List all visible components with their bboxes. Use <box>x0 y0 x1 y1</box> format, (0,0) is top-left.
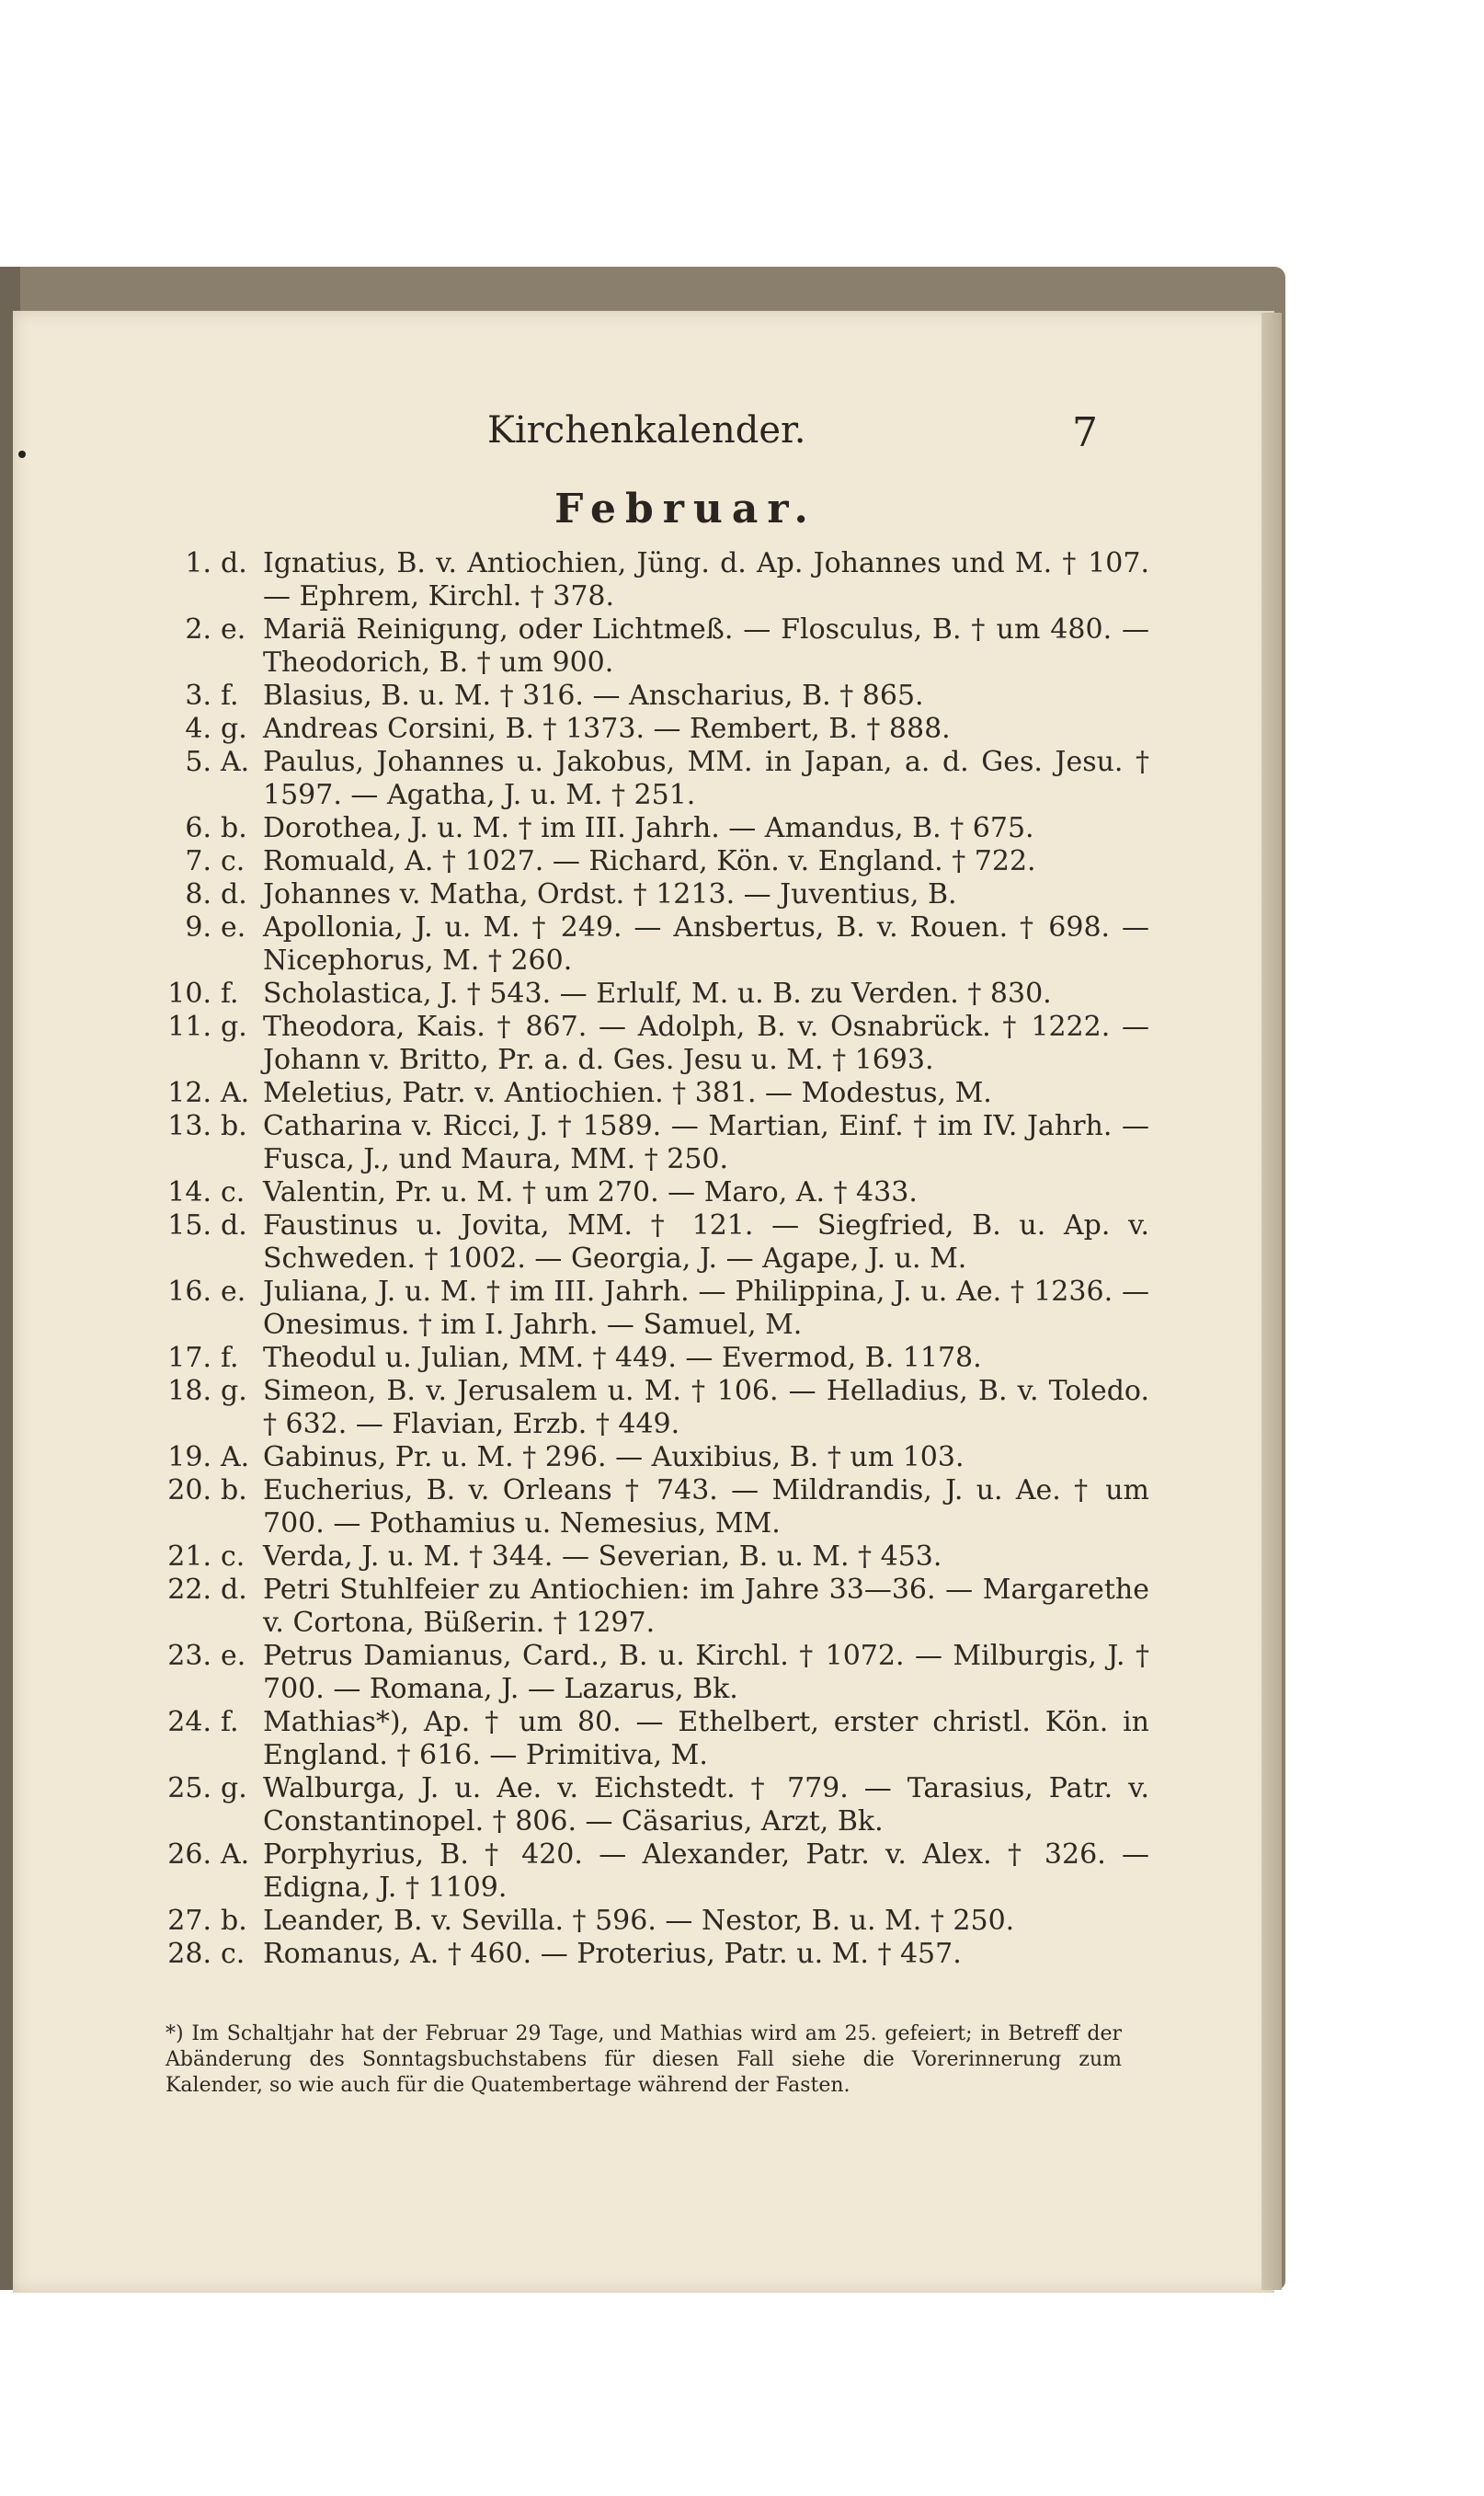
entry-day-number: 1. <box>185 547 211 579</box>
entry-sunday-letter: e. <box>221 1640 246 1672</box>
entry-sunday-letter: c. <box>221 1938 245 1970</box>
entry-sunday-letter: g. <box>221 1375 247 1407</box>
entry-text: Petri Stuhlfeier zu Antiochien: im Jahre 33—36. — Margarethe v. Cortona, Büßerin. † 1297. <box>263 1574 1149 1639</box>
calendar-entry <box>166 1474 1149 1540</box>
entry-text: Romuald, A. † 1027. — Richard, Kön. v. England. † 722. <box>263 845 1036 877</box>
entry-sunday-letter: b. <box>221 812 247 844</box>
calendar-entry <box>166 911 1149 978</box>
calendar-entry <box>166 547 1149 613</box>
entry-day-number: 24. <box>167 1706 211 1738</box>
entry-text: Valentin, Pr. u. M. † um 270. — Maro, A. † 433. <box>263 1176 918 1208</box>
page-header <box>432 409 1113 464</box>
entry-sunday-letter: e. <box>221 1276 246 1308</box>
entry-day-number: 10. <box>167 978 211 1010</box>
entry-sunday-letter: g. <box>221 713 247 745</box>
entry-sunday-letter: f. <box>221 1706 239 1738</box>
entry-sunday-letter: e. <box>221 613 246 646</box>
calendar-entry <box>166 1772 1149 1838</box>
entry-text: Mariä Reinigung, oder Lichtmeß. — Flosculus, B. † um 480. — Theodorich, B. † um 900. <box>263 613 1149 679</box>
entry-text: Eucherius, B. v. Orleans † 743. — Mildrandis, J. u. Ae. † um 700. — Pothamius u. Nemesius, MM. <box>263 1474 1149 1540</box>
calendar-entry <box>166 1209 1149 1276</box>
entry-text: Theodul u. Julian, MM. † 449. — Evermod, B. 1178. <box>263 1342 982 1374</box>
entry-text: Catharina v. Ricci, J. † 1589. — Martian, Einf. † im IV. Jahrh. — Fusca, J., und Maura, MM. † 250. <box>263 1110 1149 1175</box>
calendar-entry <box>166 746 1149 812</box>
entry-sunday-letter: c. <box>221 1540 245 1573</box>
calendar-entries <box>166 547 1149 1971</box>
calendar-entry <box>166 1011 1149 1077</box>
entry-text: Blasius, B. u. M. † 316. — Anscharius, B. † 865. <box>263 680 924 712</box>
entry-text: Romanus, A. † 460. — Proterius, Patr. u. M. † 457. <box>263 1938 962 1970</box>
entry-text: Theodora, Kais. † 867. — Adolph, B. v. Osnabrück. † 1222. — Johann v. Britto, Pr. a. d. Ges. Jesu u. M. † 1693. <box>263 1011 1149 1076</box>
entry-day-number: 17. <box>167 1342 211 1374</box>
calendar-entry <box>166 812 1149 845</box>
entry-sunday-letter: b. <box>221 1110 247 1142</box>
entry-sunday-letter: b. <box>221 1905 247 1937</box>
entry-text: Porphyrius, B. † 420. — Alexander, Patr. v. Alex. † 326. — Edigna, J. † 1109. <box>263 1838 1149 1904</box>
entry-text: Verda, J. u. M. † 344. — Severian, B. u. M. † 453. <box>263 1540 942 1573</box>
entry-day-number: 9. <box>185 911 211 944</box>
month-heading: Februar. <box>554 486 817 532</box>
entry-day-number: 20. <box>167 1474 211 1506</box>
entry-day-number: 14. <box>167 1176 211 1208</box>
entry-day-number: 27. <box>167 1905 211 1937</box>
calendar-entry <box>166 1838 1149 1905</box>
entry-day-number: 5. <box>185 746 211 778</box>
entry-sunday-letter: c. <box>221 845 245 877</box>
entry-day-number: 11. <box>167 1011 211 1043</box>
entry-text: Scholastica, J. † 543. — Erlulf, M. u. B. zu Verden. † 830. <box>263 978 1052 1010</box>
entry-day-number: 16. <box>167 1276 211 1308</box>
entry-sunday-letter: c. <box>221 1176 245 1208</box>
entry-day-number: 7. <box>185 845 211 877</box>
entry-text: Faustinus u. Jovita, MM. † 121. — Siegfried, B. u. Ap. v. Schweden. † 1002. — Georgia, J. — Agape, J. u. M. <box>263 1209 1149 1275</box>
calendar-entry <box>166 1342 1149 1375</box>
calendar-entry <box>166 1110 1149 1176</box>
calendar-entry <box>166 713 1149 746</box>
entry-text: Petrus Damianus, Card., B. u. Kirchl. † 1072. — Milburgis, J. † 700. — Romana, J. — Lazarus, Bk. <box>263 1640 1149 1705</box>
entry-text: Apollonia, J. u. M. † 249. — Ansbertus, B. v. Rouen. † 698. — Nicephorus, M. † 260. <box>263 911 1149 977</box>
entry-day-number: 26. <box>167 1838 211 1871</box>
entry-day-number: 25. <box>167 1772 211 1804</box>
entry-day-number: 23. <box>167 1640 211 1672</box>
calendar-entry <box>166 1441 1149 1474</box>
entry-sunday-letter: g. <box>221 1011 247 1043</box>
running-title: Kirchenkalender. <box>487 409 806 452</box>
entry-sunday-letter: A. <box>221 746 250 778</box>
calendar-entry <box>166 1574 1149 1640</box>
entry-day-number: 19. <box>167 1441 211 1473</box>
entry-sunday-letter: A. <box>221 1838 250 1871</box>
calendar-entry <box>166 978 1149 1011</box>
footnote: *) Im Schaltjahr hat der Februar 29 Tage, und Mathias wird am 25. gefeiert; in Betreff der Abänderung des Sonntagsbuchstabens für diesen Fall siehe die Vorerinnerung zum Kalender, so wie auch für die Quatembertage während der Fasten. <box>166 2022 1122 2097</box>
entry-sunday-letter: g. <box>221 1772 247 1804</box>
calendar-entry <box>166 680 1149 713</box>
entry-text: Dorothea, J. u. M. † im III. Jahrh. — Amandus, B. † 675. <box>263 812 1034 844</box>
calendar-entry <box>166 1176 1149 1209</box>
entry-sunday-letter: d. <box>221 1209 247 1242</box>
entry-day-number: 28. <box>167 1938 211 1970</box>
entry-text: Paulus, Johannes u. Jakobus, MM. in Japan, a. d. Ges. Jesu. † 1597. — Agatha, J. u. M. † 251. <box>263 746 1149 811</box>
entry-sunday-letter: A. <box>221 1077 250 1109</box>
entry-text: Andreas Corsini, B. † 1373. — Rembert, B. † 888. <box>263 713 951 745</box>
margin-mark <box>18 451 26 458</box>
entry-sunday-letter: f. <box>221 978 239 1010</box>
calendar-entry <box>166 1375 1149 1441</box>
entry-text: Johannes v. Matha, Ordst. † 1213. — Juventius, B. <box>263 878 957 910</box>
calendar-entry <box>166 1077 1149 1110</box>
entry-text: Simeon, B. v. Jerusalem u. M. † 106. — Helladius, B. v. Toledo. † 632. — Flavian, Erzb. † 449. <box>263 1375 1149 1440</box>
calendar-entry <box>166 1276 1149 1342</box>
entry-day-number: 21. <box>167 1540 211 1573</box>
calendar-entry <box>166 1640 1149 1706</box>
entry-day-number: 13. <box>167 1110 211 1142</box>
entry-sunday-letter: d. <box>221 547 247 579</box>
entry-day-number: 12. <box>167 1077 211 1109</box>
entry-text: Meletius, Patr. v. Antiochien. † 381. — Modestus, M. <box>263 1077 992 1109</box>
calendar-entry <box>166 878 1149 911</box>
entry-day-number: 15. <box>167 1209 211 1242</box>
calendar-entry <box>166 1540 1149 1574</box>
page-number: 7 <box>1072 409 1098 456</box>
calendar-entry <box>166 1706 1149 1772</box>
entry-sunday-letter: f. <box>221 1342 239 1374</box>
entry-text: Juliana, J. u. M. † im III. Jahrh. — Philippina, J. u. Ae. † 1236. — Onesimus. † im I. Jahrh. — Samuel, M. <box>263 1276 1149 1341</box>
entry-sunday-letter: e. <box>221 911 246 944</box>
entry-text: Walburga, J. u. Ae. v. Eichstedt. † 779. — Tarasius, Patr. v. Constantinopel. † 806. — Cäsarius, Arzt, Bk. <box>263 1772 1149 1838</box>
entry-sunday-letter: d. <box>221 1574 247 1606</box>
entry-text: Ignatius, B. v. Antiochien, Jüng. d. Ap. Johannes und M. † 107. — Ephrem, Kirchl. † 378. <box>263 547 1149 613</box>
entry-day-number: 22. <box>167 1574 211 1606</box>
calendar-entry <box>166 845 1149 878</box>
entry-sunday-letter: A. <box>221 1441 250 1473</box>
entry-day-number: 4. <box>185 713 211 745</box>
entry-sunday-letter: b. <box>221 1474 247 1506</box>
entry-day-number: 3. <box>185 680 211 712</box>
entry-sunday-letter: f. <box>221 680 239 712</box>
entry-day-number: 18. <box>167 1375 211 1407</box>
entry-day-number: 2. <box>185 613 211 646</box>
entry-text: Mathias*), Ap. † um 80. — Ethelbert, erster christl. Kön. in England. † 616. — Primitiva, M. <box>263 1706 1149 1771</box>
calendar-entry <box>166 1905 1149 1938</box>
page-edges <box>1261 313 1282 2290</box>
entry-text: Leander, B. v. Sevilla. † 596. — Nestor, B. u. M. † 250. <box>263 1905 1015 1937</box>
calendar-entry <box>166 1938 1149 1971</box>
entry-day-number: 8. <box>185 878 211 910</box>
entry-sunday-letter: d. <box>221 878 247 910</box>
entry-day-number: 6. <box>185 812 211 844</box>
calendar-entry <box>166 613 1149 680</box>
entry-text: Gabinus, Pr. u. M. † 296. — Auxibius, B. † um 103. <box>263 1441 965 1473</box>
